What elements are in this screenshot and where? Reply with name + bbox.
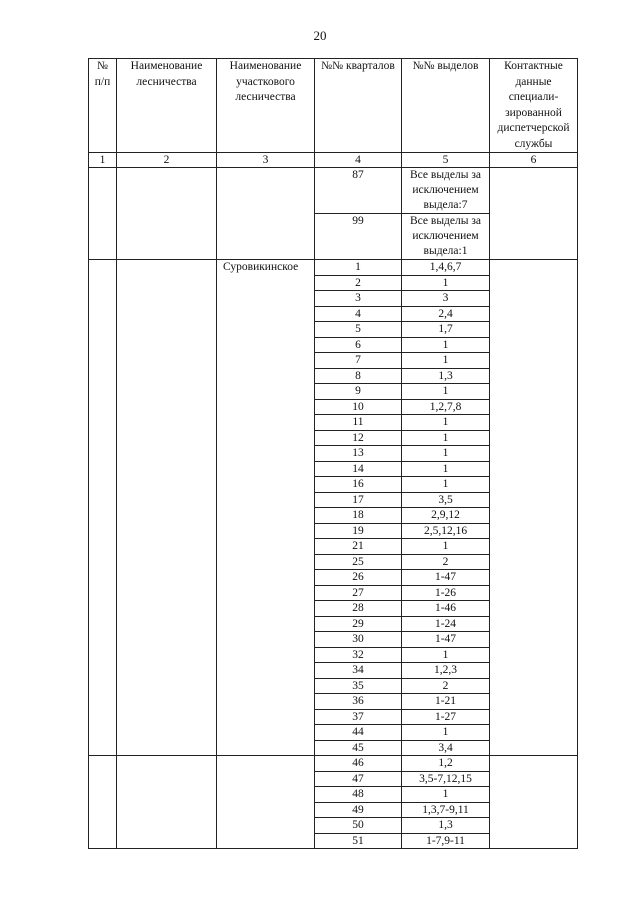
- allotments-cell: 1: [402, 787, 490, 803]
- header-allotments: №№ выделов: [402, 59, 490, 153]
- quarter-cell: 48: [315, 787, 402, 803]
- allotments-cell: 2: [402, 554, 490, 570]
- allotments-cell: 1-26: [402, 585, 490, 601]
- column-number: 6: [490, 153, 578, 168]
- allotments-cell: 1-7,9-11: [402, 833, 490, 849]
- allotments-cell: 1: [402, 384, 490, 400]
- column-number: 1: [89, 153, 117, 168]
- table-row: [89, 756, 578, 772]
- allotments-cell: 1-47: [402, 632, 490, 648]
- allotments-cell: 1: [402, 353, 490, 369]
- forestry-cell: [117, 168, 217, 260]
- quarter-cell: 3: [315, 291, 402, 307]
- allotments-cell: 1-21: [402, 694, 490, 710]
- quarter-cell: 16: [315, 477, 402, 493]
- forestry-table: [88, 58, 578, 849]
- quarter-cell: 11: [315, 415, 402, 431]
- allotments-cell: 1,2,7,8: [402, 399, 490, 415]
- allotments-cell: 2: [402, 678, 490, 694]
- quarter-cell: 50: [315, 818, 402, 834]
- header-forestry: Наименование лесничества: [117, 59, 217, 153]
- allotments-cell: 1: [402, 647, 490, 663]
- allotments-cell: 3,5: [402, 492, 490, 508]
- quarter-cell: 29: [315, 616, 402, 632]
- quarter-cell: 13: [315, 446, 402, 462]
- quarter-cell: 51: [315, 833, 402, 849]
- quarter-cell: 1: [315, 260, 402, 276]
- contacts-cell: [490, 756, 578, 849]
- quarter-cell: 25: [315, 554, 402, 570]
- page-number: 20: [313, 28, 327, 43]
- allotments-cell: 3,5-7,12,15: [402, 771, 490, 787]
- number-cell: [89, 260, 117, 756]
- quarter-cell: 32: [315, 647, 402, 663]
- allotments-cell: 1-27: [402, 709, 490, 725]
- number-cell: [89, 168, 117, 260]
- column-number: 4: [315, 153, 402, 168]
- number-cell: [89, 756, 117, 849]
- header-district-forestry: Наименование участкового лесничества: [217, 59, 315, 153]
- contacts-cell: [490, 260, 578, 756]
- forestry-cell: [117, 756, 217, 849]
- quarter-cell: 27: [315, 585, 402, 601]
- quarter-cell: 12: [315, 430, 402, 446]
- allotments-cell: 1,3,7-9,11: [402, 802, 490, 818]
- allotments-cell: 1: [402, 461, 490, 477]
- quarter-cell: 4: [315, 306, 402, 322]
- allotments-cell: 1,2,3: [402, 663, 490, 679]
- allotments-cell: 1,4,6,7: [402, 260, 490, 276]
- quarter-cell: 17: [315, 492, 402, 508]
- forestry-cell: [117, 260, 217, 756]
- allotments-cell: 1: [402, 275, 490, 291]
- allotments-cell: 2,4: [402, 306, 490, 322]
- district-forestry-cell: [217, 756, 315, 849]
- allotments-cell: 1: [402, 477, 490, 493]
- quarter-cell: 5: [315, 322, 402, 338]
- allotments-cell: Все выделы за исключением выдела:7: [402, 168, 490, 214]
- quarter-cell: 18: [315, 508, 402, 524]
- header-row: [89, 59, 578, 153]
- allotments-cell: 1: [402, 539, 490, 555]
- column-number: 3: [217, 153, 315, 168]
- header-number: № п/п: [89, 59, 117, 153]
- allotments-cell: 1: [402, 725, 490, 741]
- header-quarters: №№ кварталов: [315, 59, 402, 153]
- quarter-cell: 35: [315, 678, 402, 694]
- allotments-cell: 1-47: [402, 570, 490, 586]
- quarter-cell: 28: [315, 601, 402, 617]
- allotments-cell: 1: [402, 446, 490, 462]
- allotments-cell: 2,9,12: [402, 508, 490, 524]
- quarter-cell: 44: [315, 725, 402, 741]
- quarter-cell: 26: [315, 570, 402, 586]
- quarter-cell: 21: [315, 539, 402, 555]
- allotments-cell: 3: [402, 291, 490, 307]
- allotments-cell: 1: [402, 415, 490, 431]
- quarter-cell: 10: [315, 399, 402, 415]
- allotments-cell: 3,4: [402, 740, 490, 756]
- column-number-row: [89, 153, 578, 168]
- quarter-cell: 6: [315, 337, 402, 353]
- quarter-cell: 34: [315, 663, 402, 679]
- quarter-cell: 2: [315, 275, 402, 291]
- table-row: [89, 260, 578, 276]
- quarter-cell: 8: [315, 368, 402, 384]
- quarter-cell: 49: [315, 802, 402, 818]
- quarter-cell: 99: [315, 214, 402, 260]
- allotments-cell: Все выделы за исключением выдела:1: [402, 214, 490, 260]
- quarter-cell: 30: [315, 632, 402, 648]
- quarter-cell: 87: [315, 168, 402, 214]
- table-row: [89, 168, 578, 214]
- allotments-cell: 1: [402, 337, 490, 353]
- district-cell-empty: [217, 168, 315, 260]
- quarter-cell: 9: [315, 384, 402, 400]
- contacts-cell: [490, 168, 578, 260]
- allotments-cell: 1-46: [402, 601, 490, 617]
- column-number: 5: [402, 153, 490, 168]
- allotments-cell: 1,3: [402, 368, 490, 384]
- allotments-cell: 1,2: [402, 756, 490, 772]
- allotments-cell: 2,5,12,16: [402, 523, 490, 539]
- district-forestry-cell: Суровикинское: [217, 260, 315, 756]
- quarter-cell: 37: [315, 709, 402, 725]
- quarter-cell: 46: [315, 756, 402, 772]
- quarter-cell: 19: [315, 523, 402, 539]
- allotments-cell: 1,7: [402, 322, 490, 338]
- quarter-cell: 7: [315, 353, 402, 369]
- quarter-cell: 47: [315, 771, 402, 787]
- quarter-cell: 36: [315, 694, 402, 710]
- allotments-cell: 1,3: [402, 818, 490, 834]
- allotments-cell: 1-24: [402, 616, 490, 632]
- allotments-cell: 1: [402, 430, 490, 446]
- column-number: 2: [117, 153, 217, 168]
- header-contacts: Контактные данные специали-зированной диспетчерской службы: [490, 59, 578, 153]
- quarter-cell: 14: [315, 461, 402, 477]
- quarter-cell: 45: [315, 740, 402, 756]
